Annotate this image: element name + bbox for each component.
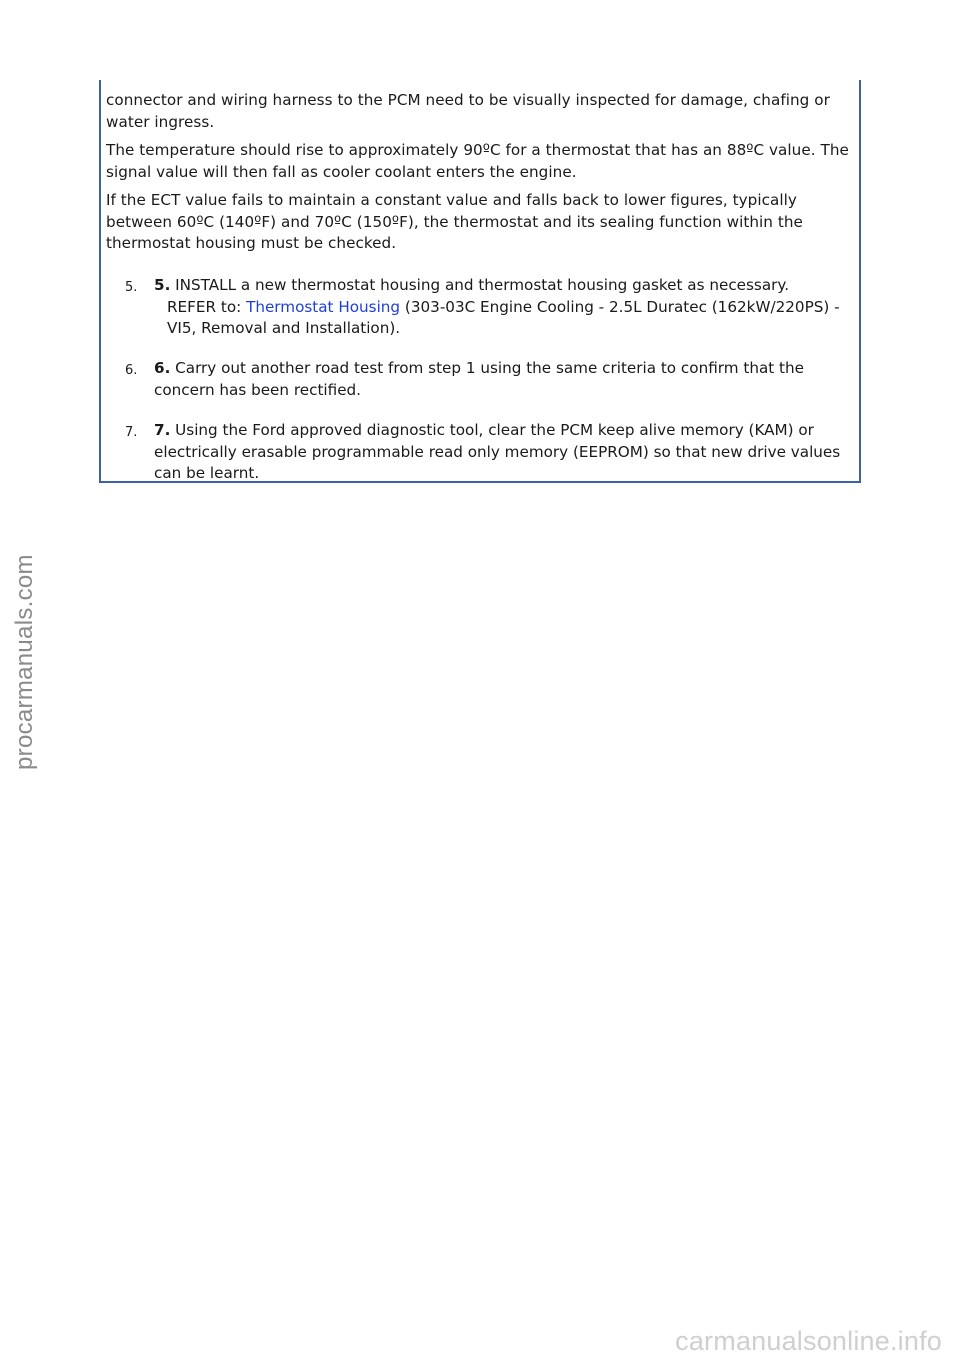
refer-prefix: REFER to:	[167, 297, 247, 316]
paragraph-temperature-rise: The temperature should rise to approximately 90ºC for a thermostat that has an 88ºC value. The signal value will then fall as cooler coolant enters the engine.	[106, 141, 849, 181]
step-5-body	[154, 275, 854, 340]
side-watermark: procarmanuals.com	[11, 554, 38, 770]
list-number: 7.	[125, 425, 138, 440]
bottom-watermark: carmanualsonline.info	[675, 1326, 942, 1356]
paragraph-connector-inspection: connector and wiring harness to the PCM need to be visually inspected for damage, chafing or water ingress.	[106, 91, 830, 131]
step-label: 5.	[154, 276, 171, 294]
list-number: 5.	[125, 280, 138, 295]
refer-suffix: (303-03C Engine Cooling - 2.5L Duratec (162kW/220PS) - VI5, Removal and Installation).	[167, 297, 840, 337]
step-7-body	[154, 420, 854, 485]
step-label: 7.	[154, 421, 171, 439]
list-number: 6.	[125, 363, 138, 378]
step-label: 6.	[154, 359, 171, 377]
content-frame	[99, 80, 861, 483]
thermostat-housing-link[interactable]: Thermostat Housing	[246, 297, 401, 316]
step-5-reference	[154, 297, 854, 340]
step-5-text: INSTALL a new thermostat housing and thermostat housing gasket as necessary.	[170, 276, 790, 294]
step-6-text: Carry out another road test from step 1 using the same criteria to confirm that the concern has been rectified.	[154, 359, 804, 399]
step-6-body	[154, 358, 854, 401]
step-7-text: Using the Ford approved diagnostic tool, clear the PCM keep alive memory (KAM) or electrically erasable programmable read only memory (EEPROM) so that new drive values can be learnt.	[154, 421, 841, 482]
paragraph-ect-value: If the ECT value fails to maintain a constant value and falls back to lower figures, typically between 60ºC (140ºF) and 70ºC (150ºF), the thermostat and its sealing function within the thermostat housing must be checked.	[106, 191, 803, 252]
